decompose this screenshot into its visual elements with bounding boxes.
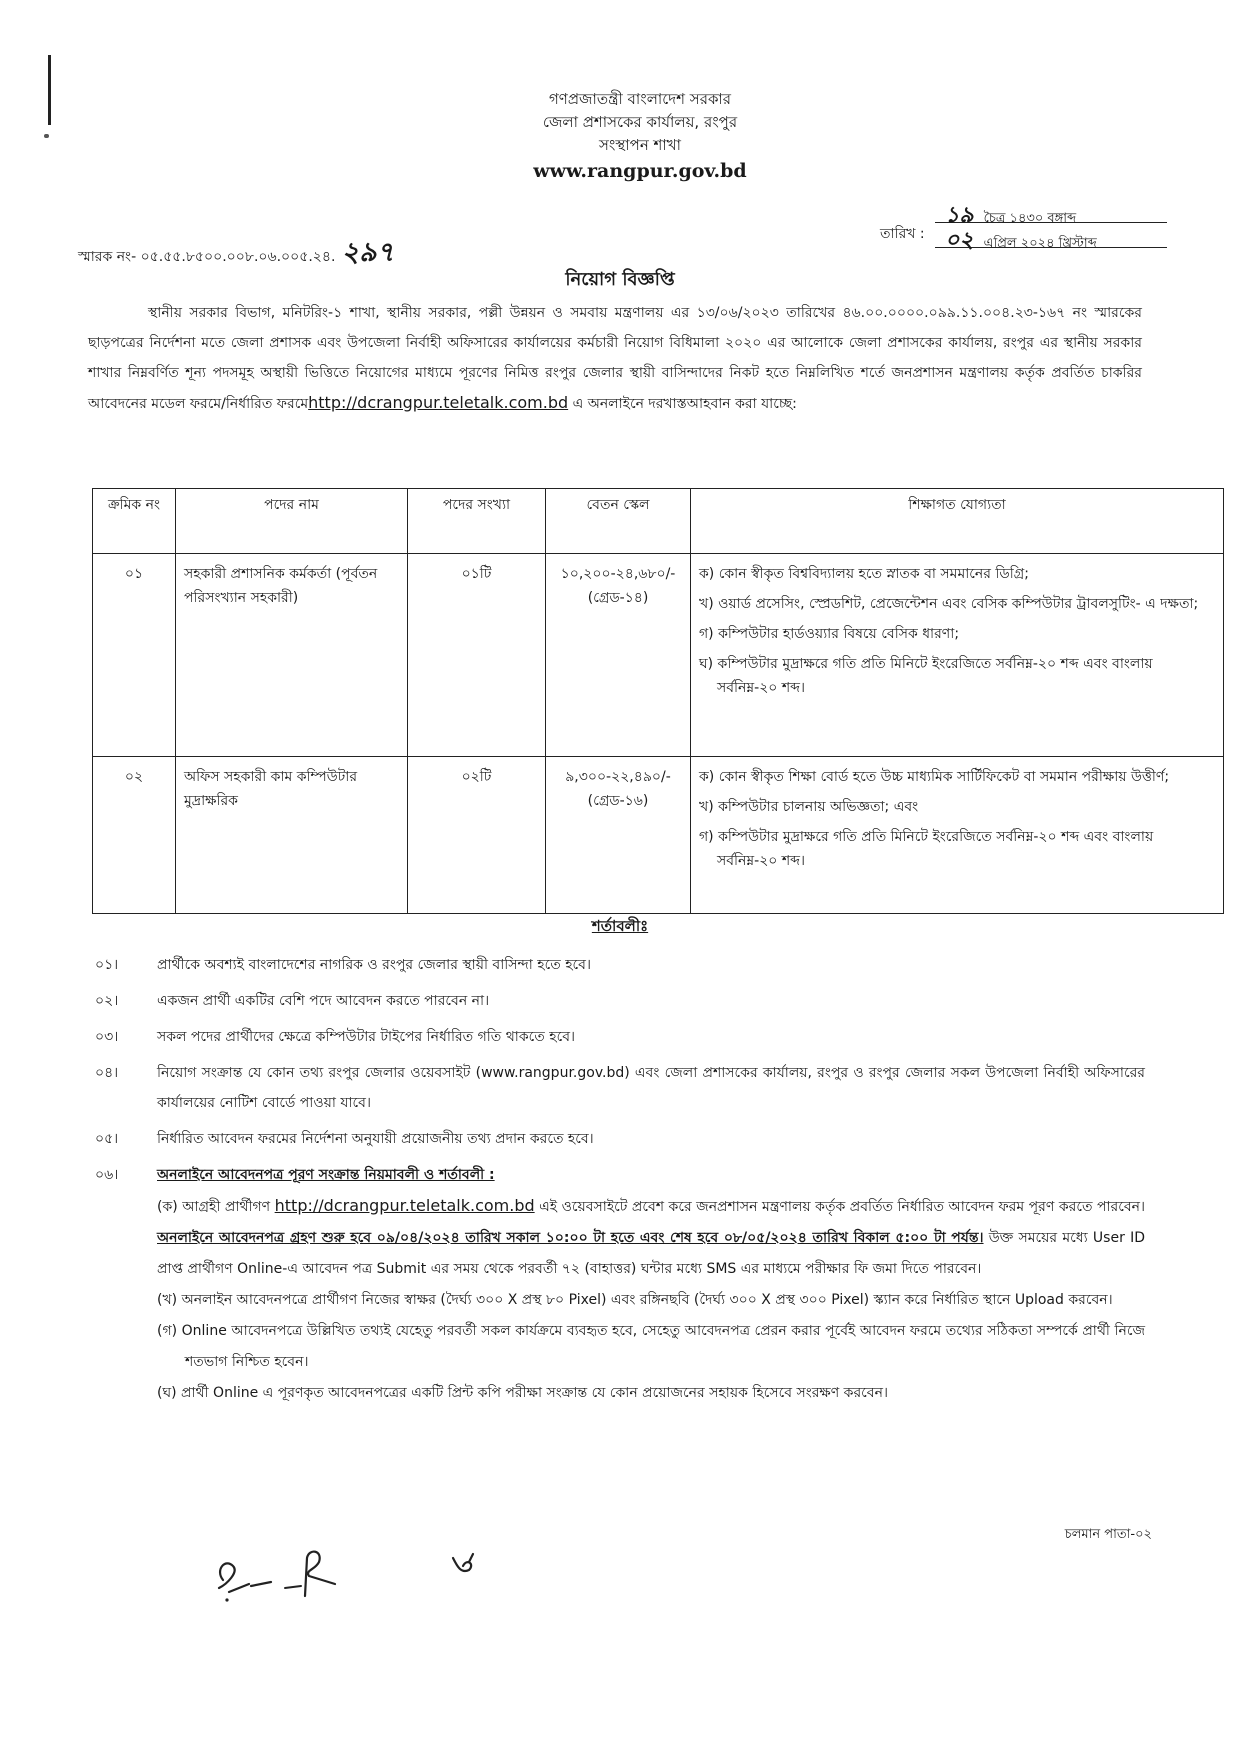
row-scale — [546, 554, 691, 757]
intro-paragraph — [88, 298, 1142, 419]
row-qualifications — [691, 554, 1224, 757]
conditions-list — [95, 950, 1145, 1415]
row-serial: ০২ — [93, 757, 176, 914]
margin-mark — [48, 55, 51, 125]
online-rule-ka-text: উক্ত সময়ের মধ্যে User ID প্রাপ্ত প্রার্থীগণ Online-এ আবেদন পত্র Submit এর সময় থেকে পরবর্তী ৭২ (বাহাত্তর) ঘন্টার মধ্যে SMS এর মাধ্যমে পরীক্ষার ফি জমা দিতে পারবেন। — [157, 1230, 1145, 1277]
initials-signatures — [205, 1540, 525, 1610]
header-line-branch: সংস্থাপন শাখা — [599, 136, 681, 154]
online-rule-ka — [157, 1190, 1145, 1285]
condition-text: নিয়োগ সংক্রান্ত যে কোন তথ্য রংপুর জেলার ওয়েবসাইট (www.rangpur.gov.bd) এবং জেলা প্রশাসকের কার্যালয়, রংপুর ও রংপুর জেলার সকল উপজেলা নির্বাহী অফিসারের কার্যালয়ের নোটিশ বোর্ডে পাওয়া যাবে। — [157, 1065, 1145, 1111]
condition-text: একজন প্রার্থী একটির বেশি পদে আবেদন করতে পারবেন না। — [157, 993, 490, 1009]
header-serial: ক্রমিক নং — [93, 489, 176, 554]
application-period: অনলাইনে আবেদনপত্র গ্রহণ শুরু হবে ০৯/০৪/২০২৪ তারিখ সকাল ১০:০০ টা হতে এবং শেষ হবে ০৮/০৫/২০২৪ তারিখ বিকাল ৫:০০ টা পর্যন্ত। — [157, 1230, 984, 1246]
header-count: পদের সংখ্যা — [408, 489, 546, 554]
condition-item-online — [95, 1160, 1145, 1409]
qualification-item: ক) কোন স্বীকৃত শিক্ষা বোর্ড হতে উচ্চ মাধ্যমিক সার্টিফিকেট বা সমমান পরীক্ষায় উত্তীর্ণ; — [699, 769, 1170, 785]
condition-item — [95, 1022, 1145, 1052]
condition-item — [95, 950, 1145, 980]
condition-item — [95, 986, 1145, 1016]
online-rule-ka-text: (ক) আগ্রহী প্রার্থীগণ — [157, 1199, 275, 1215]
condition-number: ০৬। — [95, 1167, 119, 1183]
vacancy-table — [92, 488, 1224, 914]
header-qualification: শিক্ষাগত যোগ্যতা — [691, 489, 1224, 554]
date-block — [935, 198, 1167, 253]
condition-number: ০৫। — [95, 1131, 119, 1147]
condition-number: ০২। — [95, 993, 119, 1009]
margin-dot — [44, 134, 49, 138]
qualification-item: ক) কোন স্বীকৃত বিশ্ববিদ্যালয় হতে স্নাতক বা সমমানের ডিগ্রি; — [699, 566, 1029, 582]
online-rule-ka-text: এই ওয়েবসাইটে প্রবেশ করে জনপ্রশাসন মন্ত্রণালয় কর্তৃক প্রবর্তিত নির্ধারিত আবেদন ফরম পূরণ করতে পারবেন। — [534, 1199, 1146, 1215]
qualification-item: গ) কম্পিউটার হার্ডওয়্যার বিষয়ে বেসিক ধারণা; — [699, 626, 960, 642]
conditions-title: শর্তাবলীঃ — [591, 917, 649, 935]
online-rule-ga: (গ) Online আবেদনপত্রে উল্লিখিত তথ্যই যেহেতু পরবর্তী সকল কার্যক্রমে ব্যবহৃত হবে, সেহেতু আবেদনপত্র প্রেরন করার পূর্বেই আবেদন ফরমে তথ্যের সঠিকতা সম্পর্কে প্রার্থী নিজে শতভাগ নিশ্চিত হবেন। — [157, 1323, 1145, 1370]
header-website: www.rangpur.gov.bd — [533, 160, 747, 182]
qualification-item: গ) কম্পিউটার মুদ্রাক্ষরে গতি প্রতি মিনিটে ইংরেজিতে সর্বনিম্ন-২০ শব্দ এবং বাংলায় সর্বনিম্ন-২০ শব্দ। — [699, 829, 1154, 869]
header-post: পদের নাম — [176, 489, 408, 554]
condition-number: ০৪। — [95, 1065, 119, 1081]
row-qualifications — [691, 757, 1224, 914]
header-line-office: জেলা প্রশাসকের কার্যালয়, রংপুর — [542, 113, 738, 131]
row-serial: ০১ — [93, 554, 176, 757]
row-scale — [546, 757, 691, 914]
row-count: ০১টি — [408, 554, 546, 757]
row-post: সহকারী প্রশাসনিক কর্মকর্তা (পূর্বতন পরিসংখ্যান সহকারী) — [176, 554, 408, 757]
scale-grade: (গ্রেড-১৬) — [587, 793, 649, 809]
table-row — [93, 554, 1224, 757]
intro-tail: এ অনলাইনে দরখাস্তআহবান করা যাচ্ছে: — [568, 396, 797, 412]
scale-value: ১০,২০০-২৪,৬৮০/- — [560, 566, 676, 582]
qualification-item: খ) ওয়ার্ড প্রসেসিং, স্প্রেডশিট, প্রেজেন্টেশন এবং বেসিক কম্পিউটার ট্রাবলসুটিং- এ দক্ষতা; — [699, 596, 1199, 612]
notice-title: নিয়োগ বিজ্ঞপ্তি — [565, 269, 675, 290]
intro-text: স্থানীয় সরকার বিভাগ, মনিটরিং-১ শাখা, স্থানীয় সরকার, পল্লী উন্নয়ন ও সমবায় মন্ত্রণালয় এর ১৩/০৬/২০২৩ তারিখের ৪৬.০০.০০০০.০৯৯.১১.০০৪.২৩-১৬৭ নং স্মারকের ছাড়পত্রের নির্দেশনা মতে জেলা প্রশাসক এবং উপজেলা নির্বাহী অফিসারের কার্যালয়ের কর্মচারী নিয়োগ বিধিমালা ২০২০ এর আলোকে জেলা প্রশাসকের কার্যালয়, রংপুর এর স্থানীয় সরকার শাখার নিম্নবর্ণিত শূন্য পদসমূহ অস্থায়ী ভিত্তিতে নিয়োগের মাধ্যমে পূরণের নিমিত্ত রংপুর জেলার স্থায়ী বাসিন্দাদের নিকট হতে নিম্নলিখিত শর্তে জনপ্রশাসন মন্ত্রণালয় কর্তৃক প্রবর্তিত চাকরির আবেদনের মডেল ফরমে/নির্ধারিত ফরমে — [88, 305, 1142, 412]
qualification-item: ঘ) কম্পিউটার মুদ্রাক্ষরে গতি প্রতি মিনিটে ইংরেজিতে সর্বনিম্ন-২০ শব্দ এবং বাংলায় সর্বনিম্ন-২০ শব্দ। — [699, 656, 1153, 696]
scale-value: ৯,৩০০-২২,৪৯০/- — [565, 769, 671, 785]
row-count: ০২টি — [408, 757, 546, 914]
qualification-item: খ) কম্পিউটার চালনায় অভিজ্ঞতা; এবং — [699, 799, 919, 815]
scale-grade: (গ্রেড-১৪) — [587, 590, 649, 606]
table-header-row — [93, 489, 1224, 554]
date-bangla-day: ১৯ — [945, 202, 974, 228]
office-header — [380, 88, 900, 185]
application-link[interactable]: http://dcrangpur.teletalk.com.bd — [274, 1196, 535, 1215]
header-line-government: গণপ্রজাতন্ত্রী বাংলাদেশ সরকার — [548, 90, 732, 108]
condition-text: নির্ধারিত আবেদন ফরমের নির্দেশনা অনুযায়ী প্রয়োজনীয় তথ্য প্রদান করতে হবে। — [157, 1131, 594, 1147]
date-english-rest: এপ্রিল ২০২৪ খ্রিস্টাব্দ — [983, 236, 1097, 251]
online-rule-gha: (ঘ) প্রার্থী Online এ পূরণকৃত আবেদনপত্রের একটি প্রিন্ট কপি পরীক্ষা সংক্রান্ত যে কোন প্রয়োজনের সহায়ক হিসেবে সংরক্ষণ করবেন। — [157, 1385, 888, 1401]
memo-handwritten-number: ২৯৭ — [341, 237, 395, 268]
condition-text: সকল পদের প্রার্থীদের ক্ষেত্রে কম্পিউটার টাইপের নির্ধারিত গতি থাকতে হবে। — [157, 1029, 576, 1045]
date-bangla-rest: চৈত্র ১৪৩০ বঙ্গাব্দ — [983, 211, 1077, 226]
date-bangla — [935, 198, 1167, 228]
memo-label: স্মারক নং- ০৫.৫৫.৮৫০০.০০৮.০৬.০০৫.২৪. — [78, 249, 336, 265]
condition-number: ০১। — [95, 957, 119, 973]
online-rule-kha: (খ) অনলাইন আবেদনপত্রে প্রার্থীগণ নিজের স্বাক্ষর (দৈর্ঘ্য ৩০০ X প্রস্থ ৮০ Pixel) এবং রঙ্গিনছবি (দৈর্ঘ্য ৩০০ X প্রস্থ ৩০০ Pixel) স্ক্যান করে নির্ধারিত স্থানে Upload করবেন। — [157, 1292, 1113, 1308]
table-row — [93, 757, 1224, 914]
condition-number: ০৩। — [95, 1029, 119, 1045]
intro-link[interactable]: http://dcrangpur.teletalk.com.bd — [308, 393, 569, 412]
date-label: তারিখ : — [880, 226, 925, 242]
condition-item — [95, 1124, 1145, 1154]
continued-page-note: চলমান পাতা-০২ — [1064, 1527, 1152, 1542]
condition-text: প্রার্থীকে অবশ্যই বাংলাদেশের নাগরিক ও রংপুর জেলার স্থায়ী বাসিন্দা হতে হবে। — [157, 957, 591, 973]
header-scale: বেতন স্কেল — [546, 489, 691, 554]
row-post: অফিস সহকারী কাম কম্পিউটার মুদ্রাক্ষরিক — [176, 757, 408, 914]
condition-item — [95, 1058, 1145, 1118]
online-rules-heading: অনলাইনে আবেদনপত্র পূরণ সংক্রান্ত নিয়মাবলী ও শর্তাবলী : — [157, 1167, 495, 1183]
date-english-day: ০২ — [945, 227, 974, 253]
